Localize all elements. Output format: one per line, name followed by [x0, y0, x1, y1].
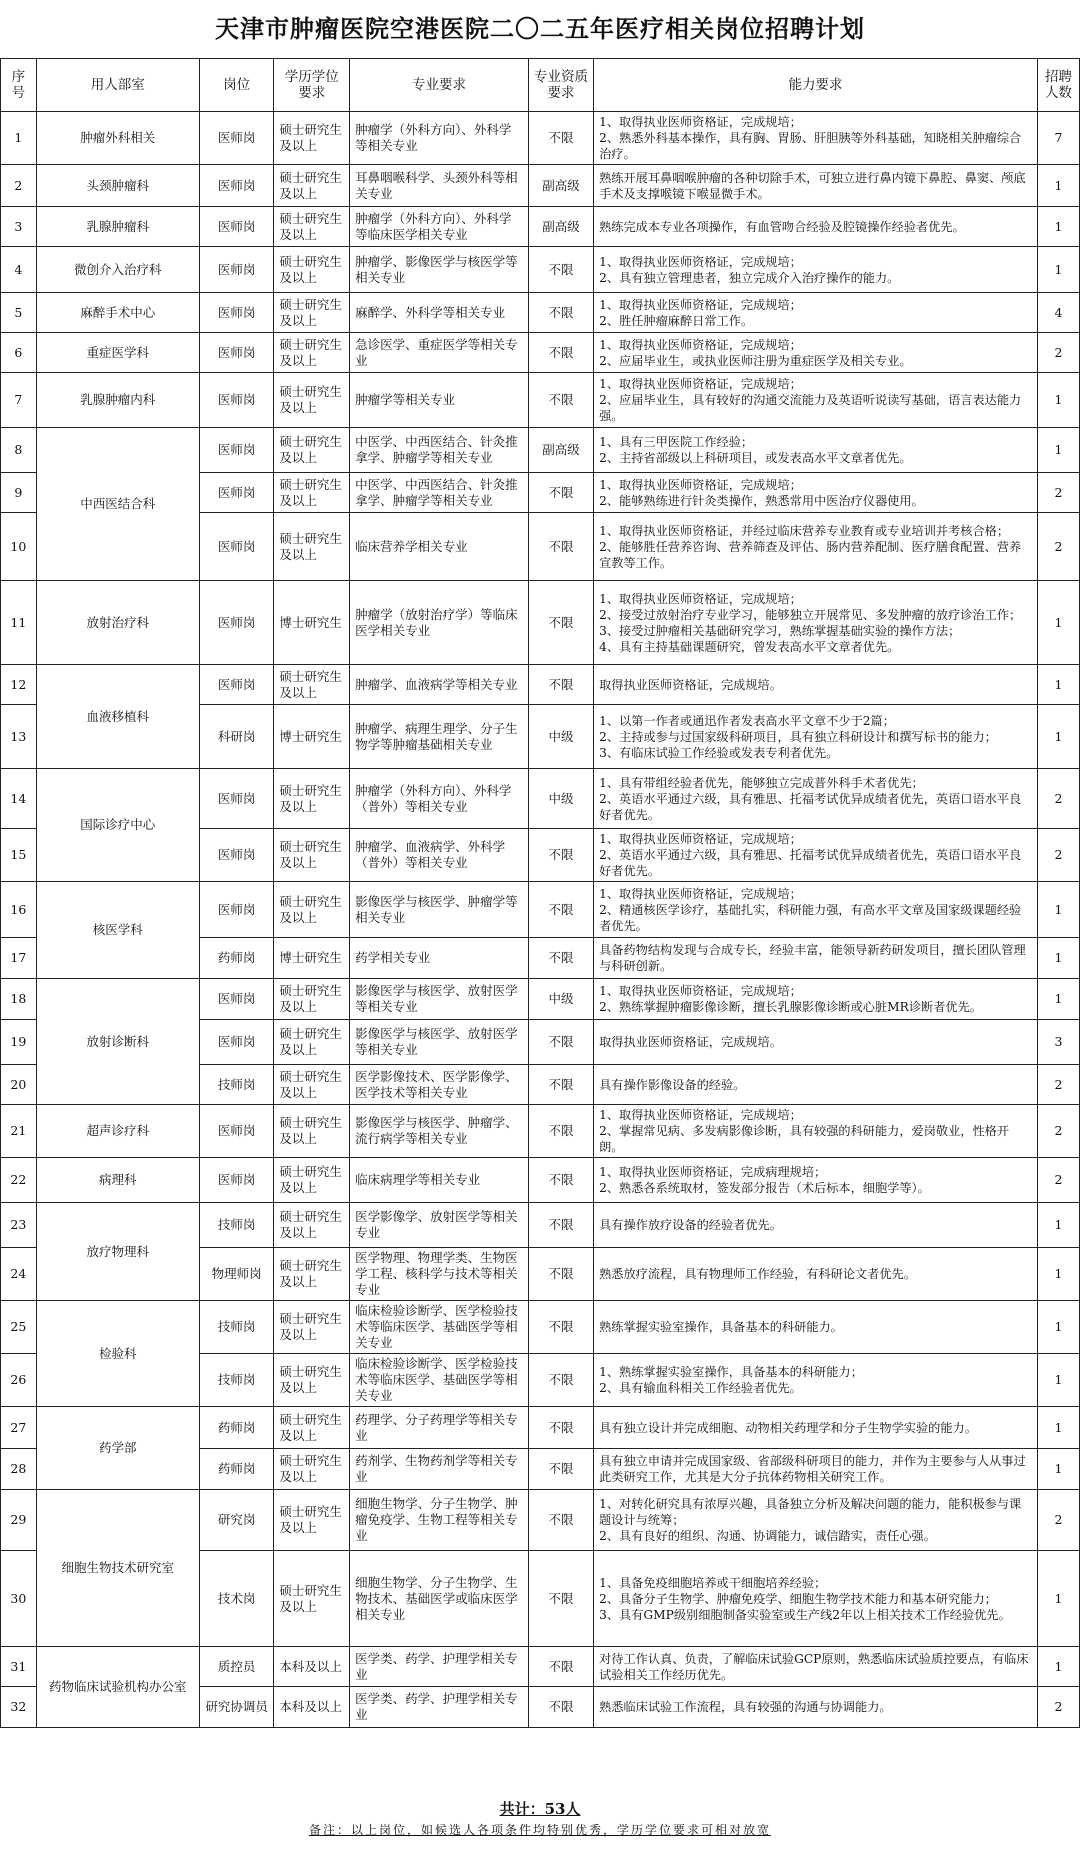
count-cell: 1	[1037, 882, 1079, 938]
ability-cell: 熟练开展耳鼻咽喉肿瘤的各种切除手术，可独立进行鼻内镜下鼻腔、鼻窦、颅底手术及支撑喉镜下喉显微手术。	[594, 165, 1038, 207]
row-number: 15	[1, 829, 37, 882]
qualification-cell: 不限	[528, 1065, 593, 1105]
table-row	[1, 1158, 1080, 1203]
department-cell: 放疗物理科	[36, 1203, 199, 1301]
count-cell: 1	[1037, 207, 1079, 247]
post-cell: 研究协调员	[199, 1687, 274, 1728]
count-cell: 2	[1037, 1158, 1079, 1203]
department-cell: 细胞生物技术研究室	[36, 1490, 199, 1647]
row-number: 11	[1, 581, 37, 665]
post-cell: 医师岗	[199, 112, 274, 165]
major-cell: 药学相关专业	[350, 938, 529, 979]
education-cell: 硕士研究生及以上	[274, 247, 350, 293]
education-cell: 硕士研究生及以上	[274, 207, 350, 247]
post-cell: 医师岗	[199, 829, 274, 882]
row-number: 8	[1, 428, 37, 473]
post-cell: 医师岗	[199, 207, 274, 247]
qualification-cell: 副高级	[528, 165, 593, 207]
ability-cell: 熟悉临床试验工作流程，具有较强的沟通与协调能力。	[594, 1687, 1038, 1728]
ability-cell: 取得执业医师资格证，完成规培。	[594, 665, 1038, 705]
department-cell: 乳腺肿瘤内科	[36, 373, 199, 428]
count-cell: 1	[1037, 1203, 1079, 1248]
major-cell: 肿瘤学、影像医学与核医学等相关专业	[350, 247, 529, 293]
table-row	[1, 293, 1080, 333]
major-cell: 麻醉学、外科学等相关专业	[350, 293, 529, 333]
post-cell: 医师岗	[199, 581, 274, 665]
header-count: 招聘人数	[1037, 59, 1079, 112]
post-cell: 医师岗	[199, 513, 274, 581]
table-row	[1, 665, 1080, 705]
education-cell: 硕士研究生及以上	[274, 1407, 350, 1449]
major-cell: 医学类、药学、护理学相关专业	[350, 1687, 529, 1728]
ability-cell: 1、取得执业医师资格证，完成规培； 2、掌握常见病、多发病影像诊断，具有较强的科研能力，爱岗敬业，性格开朗。	[594, 1105, 1038, 1158]
department-cell: 病理科	[36, 1158, 199, 1203]
row-number: 13	[1, 705, 37, 769]
post-cell: 质控员	[199, 1647, 274, 1687]
qualification-cell: 不限	[528, 581, 593, 665]
ability-cell: 熟练掌握实验室操作，具备基本的科研能力。	[594, 1301, 1038, 1354]
ability-cell: 1、取得执业医师资格证，完成规培； 2、应届毕业生，具有较好的沟通交流能力及英语听说读写基础，语言表达能力强。	[594, 373, 1038, 428]
row-number: 20	[1, 1065, 37, 1105]
ability-cell: 1、取得执业医师资格证，完成规培； 2、熟练掌握肿瘤影像诊断，擅长乳腺影像诊断或心脏MR诊断者优先。	[594, 979, 1038, 1020]
row-number: 16	[1, 882, 37, 938]
major-cell: 肿瘤学、血液病学、外科学（普外）等相关专业	[350, 829, 529, 882]
count-cell: 1	[1037, 1407, 1079, 1449]
major-cell: 影像医学与核医学、放射医学等相关专业	[350, 979, 529, 1020]
department-cell: 重症医学科	[36, 333, 199, 373]
count-cell: 1	[1037, 1354, 1079, 1407]
header-edu: 学历学位要求	[274, 59, 350, 112]
qualification-cell: 不限	[528, 829, 593, 882]
table-header-row	[1, 59, 1080, 112]
count-cell: 1	[1037, 1551, 1079, 1647]
ability-cell: 具有独立设计并完成细胞、动物相关药理学和分子生物学实验的能力。	[594, 1407, 1038, 1449]
department-cell: 血液移植科	[36, 665, 199, 769]
major-cell: 医学类、药学、护理学相关专业	[350, 1647, 529, 1687]
department-cell: 核医学科	[36, 882, 199, 979]
count-cell: 1	[1037, 979, 1079, 1020]
education-cell: 硕士研究生及以上	[274, 473, 350, 513]
education-cell: 硕士研究生及以上	[274, 428, 350, 473]
post-cell: 医师岗	[199, 1158, 274, 1203]
total-count: 共计：53人	[499, 1800, 581, 1818]
major-cell: 中医学、中西医结合、针灸推拿学、肿瘤学等相关专业	[350, 473, 529, 513]
post-cell: 医师岗	[199, 1105, 274, 1158]
education-cell: 硕士研究生及以上	[274, 1551, 350, 1647]
education-cell: 硕士研究生及以上	[274, 1065, 350, 1105]
post-cell: 医师岗	[199, 882, 274, 938]
major-cell: 药剂学、生物药剂学等相关专业	[350, 1449, 529, 1490]
major-cell: 肿瘤学等相关专业	[350, 373, 529, 428]
post-cell: 技师岗	[199, 1203, 274, 1248]
department-cell: 麻醉手术中心	[36, 293, 199, 333]
ability-cell: 具有独立申请并完成国家级、省部级科研项目的能力，并作为主要参与人从事过此类研究工作，尤其是大分子抗体药物相关研究工作。	[594, 1449, 1038, 1490]
major-cell: 医学影像学、放射医学等相关专业	[350, 1203, 529, 1248]
row-number: 9	[1, 473, 37, 513]
qualification-cell: 不限	[528, 1105, 593, 1158]
post-cell: 技师岗	[199, 1301, 274, 1354]
count-cell: 4	[1037, 293, 1079, 333]
count-cell: 2	[1037, 769, 1079, 829]
post-cell: 医师岗	[199, 373, 274, 428]
education-cell: 硕士研究生及以上	[274, 513, 350, 581]
row-number: 2	[1, 165, 37, 207]
post-cell: 医师岗	[199, 428, 274, 473]
row-number: 19	[1, 1020, 37, 1065]
qualification-cell: 不限	[528, 665, 593, 705]
major-cell: 中医学、中西医结合、针灸推拿学、肿瘤学等相关专业	[350, 428, 529, 473]
count-cell: 1	[1037, 373, 1079, 428]
qualification-cell: 不限	[528, 1407, 593, 1449]
table-row	[1, 581, 1080, 665]
post-cell: 医师岗	[199, 333, 274, 373]
count-cell: 1	[1037, 1449, 1079, 1490]
table-row	[1, 373, 1080, 428]
footer-note: 备注：以上岗位，如候选人各项条件均特别优秀，学历学位要求可相对放宽	[308, 1823, 771, 1837]
qualification-cell: 不限	[528, 112, 593, 165]
count-cell: 2	[1037, 1065, 1079, 1105]
qualification-cell: 不限	[528, 882, 593, 938]
post-cell: 技师岗	[199, 1354, 274, 1407]
qualification-cell: 不限	[528, 1490, 593, 1551]
table-row	[1, 1301, 1080, 1354]
education-cell: 硕士研究生及以上	[274, 1158, 350, 1203]
major-cell: 临床病理学等相关专业	[350, 1158, 529, 1203]
education-cell: 博士研究生	[274, 938, 350, 979]
major-cell: 临床营养学相关专业	[350, 513, 529, 581]
post-cell: 医师岗	[199, 1020, 274, 1065]
ability-cell: 具有操作影像设备的经验。	[594, 1065, 1038, 1105]
ability-cell: 1、取得执业医师资格证，并经过临床营养专业教育或专业培训并考核合格； 2、能够胜任营养咨询、营养筛查及评估、肠内营养配制、医疗膳食配置、营养宣教等工作。	[594, 513, 1038, 581]
row-number: 29	[1, 1490, 37, 1551]
row-number: 14	[1, 769, 37, 829]
education-cell: 硕士研究生及以上	[274, 333, 350, 373]
row-number: 24	[1, 1248, 37, 1301]
header-ability: 能力要求	[594, 59, 1038, 112]
ability-cell: 熟练完成本专业各项操作，有血管吻合经验及腔镜操作经验者优先。	[594, 207, 1038, 247]
education-cell: 硕士研究生及以上	[274, 1449, 350, 1490]
header-dept: 用人部室	[36, 59, 199, 112]
count-cell: 2	[1037, 473, 1079, 513]
table-row	[1, 112, 1080, 165]
count-cell: 1	[1037, 938, 1079, 979]
ability-cell: 具有操作放疗设备的经验者优先。	[594, 1203, 1038, 1248]
education-cell: 本科及以上	[274, 1687, 350, 1728]
major-cell: 肿瘤学（放射治疗学）等临床医学相关专业	[350, 581, 529, 665]
qualification-cell: 不限	[528, 1687, 593, 1728]
count-cell: 1	[1037, 705, 1079, 769]
ability-cell: 1、以第一作者或通迅作者发表高水平文章不少于2篇； 2、主持或参与过国家级科研项目，具有独立科研设计和撰写标书的能力； 3、有临床试验工作经验或发表专利者优先。	[594, 705, 1038, 769]
education-cell: 硕士研究生及以上	[274, 769, 350, 829]
major-cell: 影像医学与核医学、肿瘤学等相关专业	[350, 882, 529, 938]
qualification-cell: 不限	[528, 1020, 593, 1065]
major-cell: 临床检验诊断学、医学检验技术等临床医学、基础医学等相关专业	[350, 1354, 529, 1407]
education-cell: 硕士研究生及以上	[274, 1203, 350, 1248]
qualification-cell: 不限	[528, 473, 593, 513]
qualification-cell: 不限	[528, 1647, 593, 1687]
table-row	[1, 979, 1080, 1020]
post-cell: 医师岗	[199, 293, 274, 333]
post-cell: 医师岗	[199, 769, 274, 829]
major-cell: 医学物理、物理学类、生物医学工程、核科学与技术等相关专业	[350, 1248, 529, 1301]
row-number: 10	[1, 513, 37, 581]
education-cell: 硕士研究生及以上	[274, 882, 350, 938]
table-row	[1, 1490, 1080, 1551]
qualification-cell: 不限	[528, 1301, 593, 1354]
row-number: 26	[1, 1354, 37, 1407]
table-row	[1, 207, 1080, 247]
table-row	[1, 1407, 1080, 1449]
education-cell: 本科及以上	[274, 1647, 350, 1687]
qualification-cell: 不限	[528, 513, 593, 581]
row-number: 25	[1, 1301, 37, 1354]
row-number: 6	[1, 333, 37, 373]
qualification-cell: 不限	[528, 1449, 593, 1490]
count-cell: 1	[1037, 1647, 1079, 1687]
count-cell: 3	[1037, 1020, 1079, 1065]
major-cell: 急诊医学、重症医学等相关专业	[350, 333, 529, 373]
ability-cell: 1、具有三甲医院工作经验； 2、主持省部级以上科研项目，或发表高水平文章者优先。	[594, 428, 1038, 473]
table-footer	[0, 1798, 1080, 1840]
education-cell: 硕士研究生及以上	[274, 165, 350, 207]
count-cell: 1	[1037, 581, 1079, 665]
department-cell: 超声诊疗科	[36, 1105, 199, 1158]
post-cell: 医师岗	[199, 979, 274, 1020]
major-cell: 耳鼻咽喉科学、头颈外科等相关专业	[350, 165, 529, 207]
ability-cell: 对待工作认真、负责，了解临床试验GCP原则，熟悉临床试验质控要点，有临床试验相关工作经历优先。	[594, 1647, 1038, 1687]
header-no: 序号	[1, 59, 37, 112]
count-cell: 2	[1037, 829, 1079, 882]
row-number: 3	[1, 207, 37, 247]
education-cell: 硕士研究生及以上	[274, 1105, 350, 1158]
qualification-cell: 副高级	[528, 428, 593, 473]
education-cell: 硕士研究生及以上	[274, 1354, 350, 1407]
header-major: 专业要求	[350, 59, 529, 112]
table-row	[1, 882, 1080, 938]
department-cell: 药学部	[36, 1407, 199, 1490]
education-cell: 硕士研究生及以上	[274, 979, 350, 1020]
ability-cell: 取得执业医师资格证，完成规培。	[594, 1020, 1038, 1065]
post-cell: 技术岗	[199, 1551, 274, 1647]
ability-cell: 1、熟练掌握实验室操作，具备基本的科研能力； 2、具有输血科相关工作经验者优先。	[594, 1354, 1038, 1407]
header-qual: 专业资质要求	[528, 59, 593, 112]
ability-cell: 1、具有带组经验者优先，能够独立完成普外科手术者优先； 2、英语水平通过六级，具有雅思、托福考试优异成绩者优先，英语口语水平良好者优先。	[594, 769, 1038, 829]
qualification-cell: 中级	[528, 705, 593, 769]
education-cell: 硕士研究生及以上	[274, 112, 350, 165]
major-cell: 细胞生物学、分子生物学、生物技术、基础医学或临床医学相关专业	[350, 1551, 529, 1647]
department-cell: 微创介入治疗科	[36, 247, 199, 293]
major-cell: 影像医学与核医学、肿瘤学、流行病学等相关专业	[350, 1105, 529, 1158]
department-cell: 乳腺肿瘤科	[36, 207, 199, 247]
header-post: 岗位	[199, 59, 274, 112]
department-cell: 检验科	[36, 1301, 199, 1407]
qualification-cell: 不限	[528, 1248, 593, 1301]
department-cell: 头颈肿瘤科	[36, 165, 199, 207]
major-cell: 肿瘤学、病理生理学、分子生物学等肿瘤基础相关专业	[350, 705, 529, 769]
qualification-cell: 不限	[528, 333, 593, 373]
qualification-cell: 中级	[528, 769, 593, 829]
department-cell: 肿瘤外科相关	[36, 112, 199, 165]
table-row	[1, 1105, 1080, 1158]
row-number: 27	[1, 1407, 37, 1449]
row-number: 5	[1, 293, 37, 333]
ability-cell: 熟悉放疗流程，具有物理师工作经验，有科研论文者优先。	[594, 1248, 1038, 1301]
major-cell: 细胞生物学、分子生物学、肿瘤免疫学、生物工程等相关专业	[350, 1490, 529, 1551]
ability-cell: 具备药物结构发现与合成专长，经验丰富，能领导新药研发项目，擅长团队管理与科研创新。	[594, 938, 1038, 979]
post-cell: 医师岗	[199, 473, 274, 513]
qualification-cell: 副高级	[528, 207, 593, 247]
post-cell: 物理师岗	[199, 1248, 274, 1301]
department-cell: 中西医结合科	[36, 428, 199, 581]
major-cell: 肿瘤学（外科方向）、外科学（普外）等相关专业	[350, 769, 529, 829]
table-row	[1, 333, 1080, 373]
qualification-cell: 不限	[528, 1551, 593, 1647]
department-cell: 放射诊断科	[36, 979, 199, 1105]
row-number: 7	[1, 373, 37, 428]
post-cell: 科研岗	[199, 705, 274, 769]
post-cell: 医师岗	[199, 247, 274, 293]
ability-cell: 1、取得执业医师资格证，完成规培； 2、应届毕业生，或执业医师注册为重症医学及相关专业。	[594, 333, 1038, 373]
education-cell: 硕士研究生及以上	[274, 665, 350, 705]
education-cell: 硕士研究生及以上	[274, 1490, 350, 1551]
count-cell: 1	[1037, 1301, 1079, 1354]
major-cell: 医学影像技术、医学影像学、医学技术等相关专业	[350, 1065, 529, 1105]
row-number: 31	[1, 1647, 37, 1687]
row-number: 4	[1, 247, 37, 293]
qualification-cell: 不限	[528, 1203, 593, 1248]
qualification-cell: 不限	[528, 1158, 593, 1203]
education-cell: 硕士研究生及以上	[274, 373, 350, 428]
count-cell: 2	[1037, 513, 1079, 581]
count-cell: 1	[1037, 165, 1079, 207]
ability-cell: 1、取得执业医师资格证，完成规培； 2、胜任肿瘤麻醉日常工作。	[594, 293, 1038, 333]
row-number: 17	[1, 938, 37, 979]
qualification-cell: 不限	[528, 938, 593, 979]
row-number: 28	[1, 1449, 37, 1490]
ability-cell: 1、具备免疫细胞培养或干细胞培养经验； 2、具备分子生物学、肿瘤免疫学、细胞生物学技术能力和基本研究能力； 3、具有GMP级别细胞制备实验室或生产线2年以上相关技术工作经验优先。	[594, 1551, 1038, 1647]
major-cell: 药理学、分子药理学等相关专业	[350, 1407, 529, 1449]
count-cell: 1	[1037, 428, 1079, 473]
post-cell: 医师岗	[199, 665, 274, 705]
qualification-cell: 不限	[528, 247, 593, 293]
qualification-cell: 不限	[528, 1354, 593, 1407]
post-cell: 药师岗	[199, 938, 274, 979]
count-cell: 1	[1037, 247, 1079, 293]
table-row	[1, 1203, 1080, 1248]
row-number: 30	[1, 1551, 37, 1647]
row-number: 22	[1, 1158, 37, 1203]
department-cell: 国际诊疗中心	[36, 769, 199, 882]
ability-cell: 1、取得执业医师资格证，完成规培； 2、精通核医学诊疗，基础扎实，科研能力强，有高水平文章及国家级课题经验者优先。	[594, 882, 1038, 938]
recruitment-table	[0, 58, 1080, 1728]
department-cell: 放射治疗科	[36, 581, 199, 665]
education-cell: 硕士研究生及以上	[274, 1020, 350, 1065]
major-cell: 肿瘤学（外科方向）、外科学等相关专业	[350, 112, 529, 165]
education-cell: 硕士研究生及以上	[274, 1301, 350, 1354]
ability-cell: 1、对转化研究具有浓厚兴趣，具备独立分析及解决问题的能力，能积极参与课题设计与统筹； 2、具有良好的组织、沟通、协调能力，诚信踏实，责任心强。	[594, 1490, 1038, 1551]
department-cell: 药物临床试验机构办公室	[36, 1647, 199, 1728]
table-row	[1, 165, 1080, 207]
post-cell: 医师岗	[199, 165, 274, 207]
count-cell: 2	[1037, 1490, 1079, 1551]
ability-cell: 1、取得执业医师资格证，完成规培； 2、接受过放射治疗专业学习，能够独立开展常见、多发肿瘤的放疗诊治工作； 3、接受过肿瘤相关基础研究学习，熟练掌握基础实验的操作方法； 4、具有主持基础课题研究，曾发表高水平文章者优先。	[594, 581, 1038, 665]
post-cell: 药师岗	[199, 1407, 274, 1449]
row-number: 21	[1, 1105, 37, 1158]
count-cell: 1	[1037, 1248, 1079, 1301]
post-cell: 技师岗	[199, 1065, 274, 1105]
education-cell: 硕士研究生及以上	[274, 829, 350, 882]
ability-cell: 1、取得执业医师资格证，完成规培； 2、具有独立管理患者，独立完成介入治疗操作的能力。	[594, 247, 1038, 293]
ability-cell: 1、取得执业医师资格证，完成病理规培； 2、熟悉各系统取材，签发部分报告（术后标本，细胞学等）。	[594, 1158, 1038, 1203]
major-cell: 临床检验诊断学、医学检验技术等临床医学、基础医学等相关专业	[350, 1301, 529, 1354]
row-number: 12	[1, 665, 37, 705]
table-row	[1, 1647, 1080, 1687]
count-cell: 2	[1037, 333, 1079, 373]
row-number: 23	[1, 1203, 37, 1248]
education-cell: 博士研究生	[274, 581, 350, 665]
row-number: 1	[1, 112, 37, 165]
table-row	[1, 428, 1080, 473]
major-cell: 影像医学与核医学、放射医学等相关专业	[350, 1020, 529, 1065]
table-row	[1, 769, 1080, 829]
ability-cell: 1、取得执业医师资格证，完成规培； 2、英语水平通过六级，具有雅思、托福考试优异成绩者优先，英语口语水平良好者优先。	[594, 829, 1038, 882]
page-title: 天津市肿瘤医院空港医院二〇二五年医疗相关岗位招聘计划	[215, 14, 865, 43]
count-cell: 2	[1037, 1105, 1079, 1158]
qualification-cell: 不限	[528, 293, 593, 333]
count-cell: 1	[1037, 665, 1079, 705]
row-number: 32	[1, 1687, 37, 1728]
education-cell: 硕士研究生及以上	[274, 1248, 350, 1301]
qualification-cell: 中级	[528, 979, 593, 1020]
ability-cell: 1、取得执业医师资格证，完成规培； 2、能够熟练进行针灸类操作，熟悉常用中医治疗仪器使用。	[594, 473, 1038, 513]
major-cell: 肿瘤学（外科方向）、外科学等临床医学相关专业	[350, 207, 529, 247]
row-number: 18	[1, 979, 37, 1020]
education-cell: 博士研究生	[274, 705, 350, 769]
ability-cell: 1、取得执业医师资格证，完成规培； 2、熟悉外科基本操作，具有胸、胃肠、肝胆胰等外科基础，知晓相关肿瘤综合治疗。	[594, 112, 1038, 165]
count-cell: 7	[1037, 112, 1079, 165]
education-cell: 硕士研究生及以上	[274, 293, 350, 333]
post-cell: 研究岗	[199, 1490, 274, 1551]
table-row	[1, 247, 1080, 293]
count-cell: 2	[1037, 1687, 1079, 1728]
major-cell: 肿瘤学、血液病学等相关专业	[350, 665, 529, 705]
qualification-cell: 不限	[528, 373, 593, 428]
post-cell: 药师岗	[199, 1449, 274, 1490]
